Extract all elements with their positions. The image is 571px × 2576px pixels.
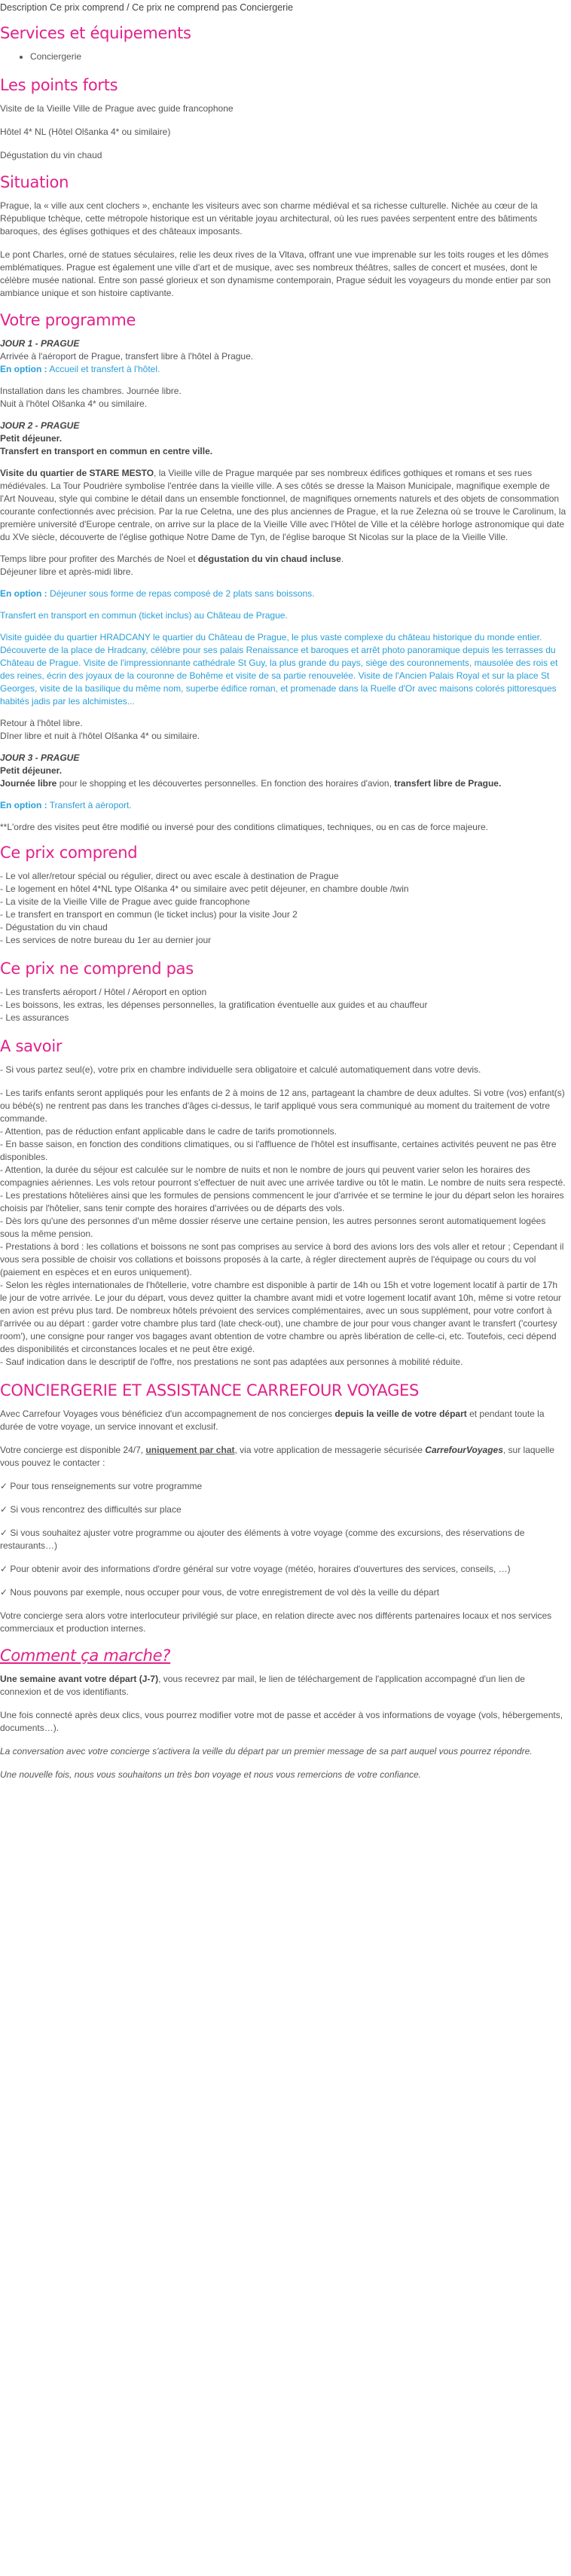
day-heading: JOUR 1 - PRAGUE [0, 338, 80, 349]
option-label: En option : [0, 588, 47, 599]
option-text: Transfert à aéroport. [47, 800, 132, 810]
conciergerie-text: Avec Carrefour Voyages vous bénéficiez d'un accompagnement de nos concierges [0, 1409, 335, 1419]
list-item: - Les tarifs enfants seront appliqués pour les enfants de 2 à moins de 12 ans, partageant la chambre de deux adultes. Si votre (vos) enfant(s) ou bébé(s) ne rentrent pas dans les tranches d'âges ci-dessus, le tarif appliqué vous sera communiqué au moment du traitement de votre commande. [0, 1088, 565, 1124]
comment-text: , vous recevrez par mail, le lien de téléchargement de l'application accompagné d'un lien de connexion et de vos identifiants. [0, 1674, 525, 1697]
conciergerie-text: Votre concierge est disponible 24/7, [0, 1445, 146, 1455]
check-item: ✓ Pour tous renseignements sur votre programme [0, 1481, 203, 1491]
visit-text: , la Vieille ville de Prague marquée par ses nombreux édifices gothiques et romans et ses rues médiévales. La Tour Poudrière symbolise l'entrée dans la vieille ville. A ses côtés se dresse la Maison Municipale, magnifique exemple de l'Art Nouveau, style qui combine le détail dans un ensemble fonctionnel, de magnifiques ornements naturels et des objets de consommation courante confectionnés avec précision. Par la rue Celetna, une des plus anciennes de Prague, et la rue Zelezna où se trouve le Carolinum, la première université d'Europe centrale, on arrive sur la place de la Vieille Ville avec l'Hôtel de Ville et la célèbre horloge astronomique qui date du XVe siècle, découverte de l'église gothique Notre Dame de Tyn, de l'église baroque St Nicolas sur la place de la Vieille Ville. [0, 468, 566, 542]
list-item: - Les transferts aéroport / Hôtel / Aéroport en option [0, 987, 207, 997]
day-line: Nuit à l'hôtel Olšanka 4* ou similaire. [0, 398, 148, 409]
comprend-title: Ce prix comprend [0, 844, 138, 862]
list-item: - Les services de notre bureau du 1er au dernier jour [0, 935, 212, 945]
situation-paragraph: Prague, la « ville aux cent clochers », enchante les visiteurs avec son charme médiéval et sa richesse culturelle. Nichée au cœur de la République tchèque, cette métropole historique est un véritable joyau architectural, où les rues pavées serpentent entre des bâtiments baroques, des églises gothiques et des châteaux imposants. [0, 200, 538, 237]
conciergerie-bold: depuis la veille de votre départ [334, 1409, 467, 1419]
day-bold-line: Petit déjeuner. [0, 765, 63, 776]
conciergerie-text: , sur laquelle vous pouvez le contacter : [0, 1445, 554, 1468]
comment-paragraph: Une nouvelle fois, nous vous souhaitons un très bon voyage et nous vous remercions de votre confiance. [0, 1769, 422, 1780]
check-item: ✓ Si vous rencontrez des difficultés sur place [0, 1504, 182, 1515]
option-transfer: Transfert en transport en commun (ticket inclus) au Château de Prague. [0, 610, 288, 621]
point-fort-item: Hôtel 4* NL (Hôtel Olšanka 4* ou similaire) [0, 127, 171, 137]
list-item: - Attention, pas de réduction enfant applicable dans le cadre de tarifs promotionnels. [0, 1126, 337, 1137]
services-item: • Conciergerie [30, 50, 566, 63]
day-bold-line: Petit déjeuner. [0, 433, 63, 444]
conciergerie-text: , via votre application de messagerie sécurisée [234, 1445, 426, 1455]
list-item: - Sauf indication dans le descriptif de l'offre, nos prestations ne sont pas adaptées aux personnes à mobilité réduite. [0, 1357, 463, 1367]
services-list [0, 50, 566, 63]
programme-note: **L'ordre des visites peut être modifié ou inversé pour des conditions climatiques, techniques, ou en cas de force majeure. [0, 822, 488, 832]
day-line: Dîner libre et nuit à l'hôtel Olšanka 4* ou similaire. [0, 731, 200, 741]
check-item: ✓ Pour obtenir avoir des informations d'ordre général sur votre voyage (météo, horaires d'ouvertures des services, conseils, …) [0, 1564, 511, 1574]
day-line: Déjeuner libre et après-midi libre. [0, 566, 133, 577]
comment-paragraph: La conversation avec votre concierge s'activera la veille du départ par un premier message de sa part auquel vous pourrez répondre. [0, 1746, 533, 1757]
list-item: - En basse saison, en fonction des conditions climatiques, ou si l'affluence de l'hôtel est insuffisante, certaines activités peuvent ne pas être disponibles. [0, 1139, 557, 1162]
day-heading: JOUR 2 - PRAGUE [0, 420, 80, 431]
comment-title: Comment ça marche? [0, 1647, 171, 1665]
day-3 [0, 752, 566, 834]
conciergerie-text: et pendant toute la durée de votre voyage, un service innovant et exclusif. [0, 1409, 545, 1432]
list-item: - Les boissons, les extras, les dépenses personnelles, la gratification éventuelle aux guides et au chauffeur [0, 1000, 428, 1010]
list-item: - Le vol aller/retour spécial ou régulier, direct ou avec escale à destination de Prague [0, 871, 339, 881]
list-item: - Selon les règles internationales de l'hôtellerie, votre chambre est disponible à partir de 14h ou 15h et votre logement locatif à partir de 17h le jour de votre arrivée. Le jour du départ, vous devez quitter la chambre avant midi et votre logement locatif avant 10h, même si votre retour en avion est prévu plus tard. De nombreux hôtels prévoient des services complémentaires, avec un sous supplément, pour votre confort à l'arrivée ou au départ : garder votre chambre plus tard (late check-out), une chambre de jour pour vous changer avant le transfert ('courtesy room'), une consigne pour ranger vos bagages avant obtention de votre chambre ou après libération de celle-ci, etc. Toutefois, ceci dépend des disponibilités et circonstances locales et ne peut être exigé. [0, 1280, 562, 1354]
programme-title: Votre programme [0, 311, 136, 329]
market-bold: dégustation du vin chaud incluse [197, 554, 341, 564]
list-item: - Le transfert en transport en commun (le ticket inclus) pour la visite Jour 2 [0, 909, 298, 920]
day-line: Arrivée à l'aéroport de Prague, transfert libre à l'hôtel à Prague. [0, 351, 254, 362]
tab-bar[interactable]: Description Ce prix comprend / Ce prix ne comprend pas Conciergerie [0, 2, 294, 13]
list-item: - Prestations à bord : les collations et boissons ne sont pas comprises au service à bord des avions lors des vols aller et retour ; Cependant il vous sera possible de choisir vos collations et boissons proposés à la carte, à régler directement auprès de l'équipage ou cours du vol (paiement en espèces et en euros uniquement). [0, 1241, 564, 1277]
list-item: - Les prestations hôtelières ainsi que les formules de pensions commencent le jour d'arrivée et se termine le jour du départ selon les horaires choisis par l'hôtelier, sans tenir compte des horaires d'arrivées ou de départs des vols. [0, 1190, 564, 1213]
list-item: - Attention, la durée du séjour est calculée sur le nombre de nuits et non le nombre de jours qui peuvent varier selon les horaires des compagnies aériennes. Les vols retour pourront s'effectuer de nuit avec une arrivée tardive ou tôt le matin. Le nombre de nuits sera respecté. [0, 1164, 566, 1188]
list-item: - Les assurances [0, 1012, 69, 1023]
market-end: . [340, 554, 344, 564]
option-label: En option : [0, 364, 47, 374]
savoir-intro: - Si vous partez seul(e), votre prix en chambre individuelle sera obligatoire et calculé automatiquement dans votre devis. [0, 1064, 481, 1075]
savoir-list [0, 1087, 566, 1369]
chat-link[interactable]: uniquement par chat [145, 1445, 235, 1455]
services-title: Services et équipements [0, 24, 191, 42]
day-1 [0, 337, 566, 411]
comment-bold: Une semaine avant votre départ (J-7) [0, 1674, 159, 1684]
day-line: Retour à l'hôtel libre. [0, 718, 83, 728]
list-item: - Dégustation du vin chaud [0, 922, 108, 932]
check-item: ✓ Nous pouvons par exemple, nous occuper pour vous, de votre enregistrement de vol dès la veille du départ [0, 1587, 440, 1598]
day-bold-line: Transfert en transport en commun en centre ville. [0, 446, 213, 456]
free-bold-2: transfert libre de Prague. [394, 778, 502, 789]
check-item: ✓ Si vous souhaitez ajuster votre programme ou ajouter des éléments à votre voyage (comme des excursions, des réservations de restaurants…) [0, 1528, 525, 1551]
conciergerie-title: CONCIERGERIE ET ASSISTANCE CARREFOUR VOYAGES [0, 1381, 420, 1399]
free-bold: Journée libre [0, 778, 57, 789]
situation-paragraph: Le pont Charles, orné de statues séculaires, relie les deux rives de la Vltava, offrant une vue imprenable sur les toits rouges et les dômes emblématiques. Prague est également une ville d'art et de musique, avec ses nombreux théâtres, salles de concert et musées, dont le célèbre musée national. Entre son passé glorieux et son dynamisme contemporain, Prague séduit les voyageurs du monde entier par son ambiance unique et son histoire captivante. [0, 249, 551, 298]
option-text: Accueil et transfert à l'hôtel. [47, 364, 160, 374]
day-line: Installation dans les chambres. Journée libre. [0, 386, 182, 396]
app-name: CarrefourVoyages [425, 1445, 503, 1455]
list-item: - Le logement en hôtel 4*NL type Olšanka 4* ou similaire avec petit déjeuner, en chambre double /twin [0, 884, 409, 894]
points-forts-title: Les points forts [0, 76, 118, 94]
day-heading: JOUR 3 - PRAGUE [0, 752, 80, 763]
list-item: - La visite de la Vieille Ville de Prague avec guide francophone [0, 896, 250, 907]
conciergerie-paragraph: Votre concierge sera alors votre interlocuteur privilégié sur place, en relation directe avec nos différents partenaires locaux et nos services commerciaux et production internes. [0, 1610, 552, 1634]
point-fort-item: Visite de la Vieille Ville de Prague avec guide francophone [0, 103, 234, 114]
option-text: Déjeuner sous forme de repas composé de 2 plats sans boissons. [47, 588, 315, 599]
free-text: pour le shopping et les découvertes personnelles. En fonction des horaires d'avion, [56, 778, 395, 789]
comprend-list [0, 870, 566, 947]
ne-comprend-list [0, 986, 566, 1024]
ne-comprend-title: Ce prix ne comprend pas [0, 960, 194, 978]
list-item: - Dès lors qu'une des personnes d'un même dossier réserve une certaine pension, les autres personnes seront automatiquement logées sous la même pension. [0, 1216, 546, 1239]
situation-title: Situation [0, 173, 69, 191]
visit-title: Visite du quartier de STARE MESTO [0, 468, 154, 478]
day-2 [0, 420, 566, 743]
savoir-title: A savoir [0, 1037, 63, 1055]
page [0, 2, 571, 1781]
market-text: Temps libre pour profiter des Marchés de Noel et [0, 554, 198, 564]
point-fort-item: Dégustation du vin chaud [0, 150, 102, 160]
option-label: En option : [0, 800, 47, 810]
comment-paragraph: Une fois connecté après deux clics, vous pourrez modifier votre mot de passe et accéder à vos informations de voyage (vols, hébergements, documents…). [0, 1710, 563, 1733]
option-visit: Visite guidée du quartier HRADCANY le quartier du Château de Prague, le plus vaste complexe du château historique du monde entier. Découverte de la place de Hradcany, célèbre pour ses palais Renaissance et baroques et arrêt photo panoramique depuis les terrasses du Château de Prague. Visite de l'impressionnante cathédrale St Guy, la plus grande du pays, siège des couronnements, mausolée des rois et des reines, écrin des joyaux de la couronne de Bohême et visite de sa partie renouvelée. Visite de l'Ancien Palais Royal et sur la place St Georges, visite de la basilique du même nom, superbe édifice roman, et promenade dans la Ruelle d'Or avec maisons colorés pittoresques habités jadis par les alchimistes... [0, 632, 558, 707]
